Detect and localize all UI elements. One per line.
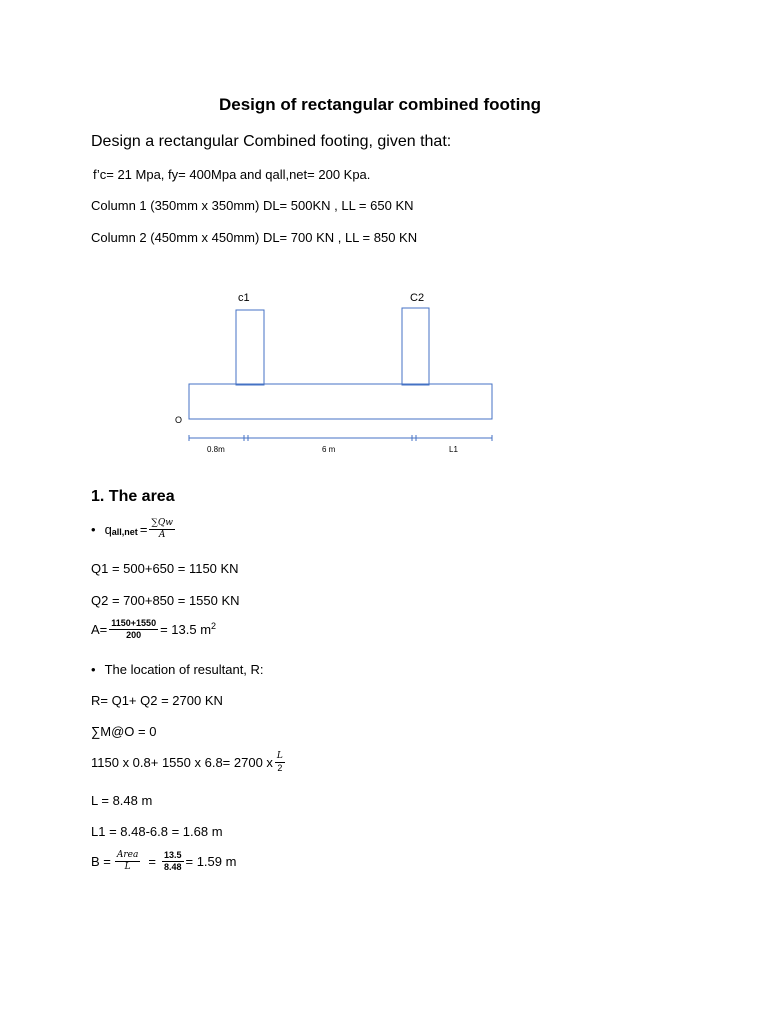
resultant-text: The location of resultant, R: xyxy=(104,662,264,677)
page-title: Design of rectangular combined footing xyxy=(219,95,542,114)
b-numerator-1: Area xyxy=(116,850,139,860)
column-2-shape xyxy=(402,308,429,385)
l1-line: L1 = 8.48-6.8 = 1.68 m xyxy=(91,824,223,839)
moment-fraction xyxy=(275,751,285,774)
b-formula xyxy=(91,850,236,873)
given-column-2: Column 2 (450mm x 450mm) DL= 700 KN , LL = 850 KN xyxy=(91,230,418,245)
q2-line: Q2 = 700+850 = 1550 KN xyxy=(91,593,240,608)
b-numerator-2: 13.5 xyxy=(163,850,182,860)
q-equals: = xyxy=(139,522,148,537)
b-denominator-2: 8.48 xyxy=(163,862,182,872)
l-line: L = 8.48 m xyxy=(91,793,153,808)
moment-equation xyxy=(91,751,287,774)
area-result: = 13.5 m xyxy=(160,622,212,637)
moment-numerator: L xyxy=(276,751,283,761)
area-fraction xyxy=(109,618,158,641)
footing-shape xyxy=(189,384,492,419)
resultant-bullet xyxy=(91,662,264,677)
q-subscript: all,net xyxy=(111,526,138,537)
area-denominator: 200 xyxy=(126,630,142,640)
area-exponent: 2 xyxy=(211,620,217,631)
section-heading: 1. The area xyxy=(91,488,175,505)
b-prefix: B = xyxy=(91,854,111,869)
origin-label: O xyxy=(175,415,183,425)
footing-diagram xyxy=(170,284,540,459)
area-formula xyxy=(91,618,216,641)
dim-label-3: L1 xyxy=(449,445,458,454)
q-numerator: ∑Qw xyxy=(151,518,173,528)
given-materials: f’c= 21 Mpa, fy= 400Mpa and qall,net= 200 Kpa. xyxy=(93,167,371,182)
b-equals: = xyxy=(148,854,156,869)
b-fraction-1 xyxy=(115,850,141,873)
moment-line: ∑M@O = 0 xyxy=(91,724,157,739)
column-1-shape xyxy=(236,310,264,385)
moment-denominator: 2 xyxy=(277,763,283,773)
moment-eq-text: 1150 x 0.8+ 1550 x 6.8= 2700 x xyxy=(91,755,273,770)
dim-label-1: 0.8m xyxy=(207,445,225,454)
q-denominator: A xyxy=(158,530,166,540)
col2-label: C2 xyxy=(410,292,425,304)
col1-label: c1 xyxy=(238,292,250,304)
b-result: = 1.59 m xyxy=(185,854,237,869)
area-prefix: A= xyxy=(91,622,108,637)
q1-line: Q1 = 500+650 = 1150 KN xyxy=(91,561,239,576)
q-formula xyxy=(91,518,177,541)
q-symbol: q xyxy=(104,522,112,537)
q-fraction xyxy=(149,518,175,541)
bullet-icon: • xyxy=(91,522,96,537)
area-numerator: 1150+1550 xyxy=(111,618,157,628)
bullet-icon: • xyxy=(91,662,96,677)
given-column-1: Column 1 (350mm x 350mm) DL= 500KN , LL = 650 KN xyxy=(91,198,414,213)
b-fraction-2 xyxy=(162,850,184,873)
r-line: R= Q1+ Q2 = 2700 KN xyxy=(91,693,223,708)
b-denominator-1: L xyxy=(124,862,131,872)
problem-statement: Design a rectangular Combined footing, given that: xyxy=(91,133,452,150)
dim-label-2: 6 m xyxy=(322,445,336,454)
